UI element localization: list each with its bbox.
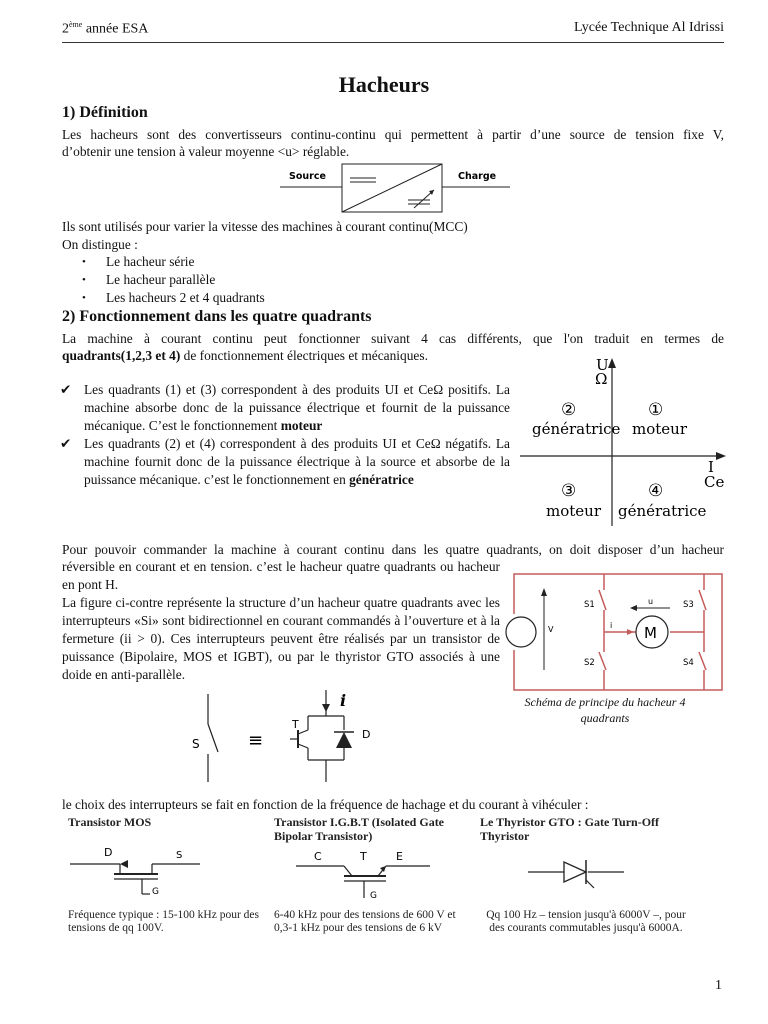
- switch-choice-text: le choix des interrupteurs se fait en fonction de la fréquence de hachage et du courant à vihéculer :: [62, 797, 589, 812]
- equivalence-sign: ≡: [248, 730, 264, 751]
- quadrant-2-number: ②: [561, 400, 577, 420]
- igbt-pin-e: E: [396, 850, 403, 863]
- axis-u-label: U: [596, 356, 609, 374]
- header-left: 2ème année ESA: [62, 20, 149, 37]
- u-label: u: [648, 597, 654, 606]
- device-mos-description: Fréquence typique : 15-100 kHz pour des tensions de qq 100V.: [68, 909, 259, 934]
- hbridge-intro-line-1: Pour pouvoir commander la machine à courant continu dans les quatre quadrants, on doit disposer d’un hacheur: [62, 542, 724, 557]
- page-title: Hacheurs: [338, 72, 430, 97]
- list-item: • Le hacheur série: [106, 253, 265, 271]
- igbt-symbol: [290, 844, 450, 900]
- s1-label: S1: [584, 600, 595, 610]
- h-bridge-diagram: [504, 570, 728, 694]
- device-mos-title: Transistor MOS: [68, 815, 152, 829]
- definition-line-1: Les hacheurs sont des convertisseurs continu-continu qui permettent à partir d’une source de tension fixe V,: [62, 127, 724, 142]
- quadrant-2-label: génératrice: [532, 420, 621, 438]
- quadrant-4-label: génératrice: [618, 502, 707, 520]
- mos-symbol: [64, 844, 272, 900]
- axis-omega-label: Ω: [595, 370, 608, 388]
- check-item-motor: ✔ Les quadrants (1) et (3) correspondent à des produits UI et CeΩ positifs. La machine absorbe donc de la puissance électrique et fournit de la puissance mécanique. C’est le fonctionnement moteur: [60, 382, 510, 433]
- quadrant-1-label: moteur: [632, 420, 687, 438]
- section-definition-heading: 1) Définition: [62, 104, 148, 121]
- mos-pin-g: G: [152, 887, 159, 897]
- source-label: Source: [289, 171, 326, 182]
- header-right: Lycée Technique Al Idrissi: [573, 20, 724, 35]
- s3-label: S3: [683, 600, 694, 610]
- checkmark-icon: ✔: [60, 436, 72, 451]
- mos-pin-d: D: [104, 846, 113, 859]
- section-quadrants-heading: 2) Fonctionnement dans les quatre quadrants: [62, 308, 372, 325]
- page-number: 1: [715, 978, 722, 993]
- checkmark-icon: ✔: [60, 382, 72, 397]
- device-igbt-title: Transistor I.G.B.T (Isolated Gate Bipolar Transistor): [274, 815, 445, 843]
- hacheur-types-list: [106, 253, 265, 307]
- igbt-pin-c: C: [314, 850, 322, 863]
- quadrant-4-number: ④: [648, 481, 664, 501]
- header-rule: [62, 42, 724, 43]
- definition-line-2: d’obtenir une tension à valeur moyenne <u> réglable.: [62, 144, 350, 159]
- voltage-label: V: [548, 625, 554, 634]
- gto-symbol: [520, 852, 640, 892]
- device-gto-title: Le Thyristor GTO : Gate Turn-Off Thyristor: [480, 815, 660, 843]
- hbridge-structure-text: La figure ci-contre représente la structure d’un hacheur quatre quadrants avec les interrupteurs «Si» sont bidirectionnel en courant commandés à l’ouverture et à la fermeture (ii > 0). Ces interrupteurs peuvent être réalisés par un transistor de puissance (Bipolaire, MOS et IGBT), ou par le thyristor GTO associés à une doide en anti-parallèle.: [62, 595, 500, 682]
- axis-ce-label: Ce: [704, 473, 725, 491]
- s4-label: S4: [683, 658, 694, 668]
- quadrant-3-label: moteur: [546, 502, 601, 520]
- mos-pin-s: S: [176, 850, 183, 861]
- hbridge-intro-rest: réversible en courant et en tension. c’est le hacheur quatre quadrants ou hacheur en pont H.: [62, 559, 500, 592]
- quadrant-1-number: ①: [648, 400, 664, 420]
- transistor-t-label: T: [292, 718, 299, 731]
- current-i-label: i: [340, 691, 347, 710]
- igbt-pin-g: G: [370, 891, 377, 900]
- motor-label: M: [644, 624, 657, 642]
- list-item: • Les hacheurs 2 et 4 quadrants: [106, 289, 265, 307]
- quadrants-intro-line-1: La machine à courant continu peut fonctionner suivant 4 cas différents, que l'on traduit en termes de: [62, 331, 724, 346]
- h-bridge-caption: Schéma de principe du hacheur 4 quadrants: [524, 695, 686, 725]
- distinguish-text: On distingue :: [62, 237, 138, 252]
- i-label: i: [610, 621, 613, 630]
- s2-label: S2: [584, 658, 595, 668]
- switch-s-label: S: [192, 737, 200, 751]
- converter-diagram: [280, 160, 510, 216]
- diode-d-label: D: [362, 728, 371, 741]
- list-item: • Le hacheur parallèle: [106, 271, 265, 289]
- usage-text: Ils sont utilisés pour varier la vitesse des machines à courant continu(MCC): [62, 219, 468, 234]
- charge-label: Charge: [458, 171, 497, 182]
- check-item-generator: ✔ Les quadrants (2) et (4) correspondent à des produits UI et CeΩ négatifs. La machine fournit donc de la puissance électrique à la source et absorbe de la puissance mécanique. c’est le fonctionnement en génératrice: [60, 436, 510, 487]
- quadrants-intro-line-2: quadrants(1,2,3 et 4) de fonctionnement électriques et mécaniques.: [62, 348, 428, 363]
- quadrant-diagram: [516, 356, 728, 528]
- axis-i-label: I: [708, 458, 714, 476]
- igbt-pin-t: T: [360, 850, 367, 863]
- device-gto-description: Qq 100 Hz – tension jusqu'à 6000V –, pour des courants commutables jusqu'à 6000A.: [486, 909, 686, 934]
- switch-equivalence-diagram: [186, 690, 386, 786]
- device-igbt-description: 6-40 kHz pour des tensions de 600 V et 0,3-1 kHz pour des tensions de 6 kV: [274, 909, 456, 934]
- quadrant-3-number: ③: [561, 481, 577, 501]
